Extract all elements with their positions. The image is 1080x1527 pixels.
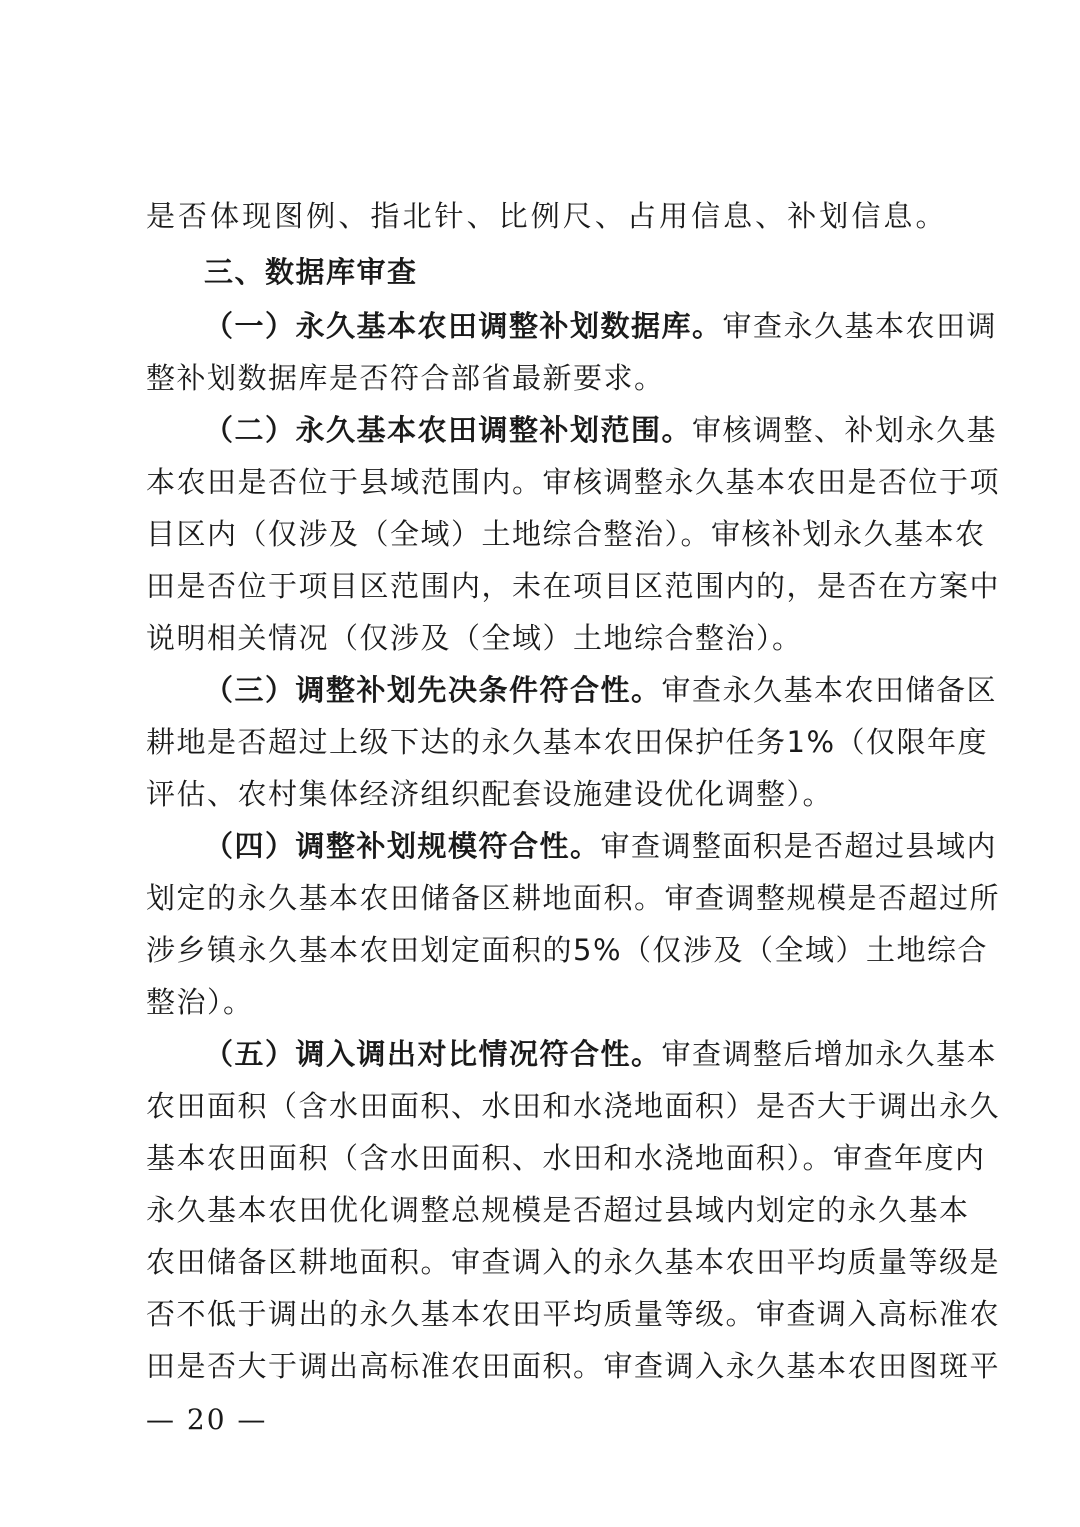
paragraph-line: 涉乡镇永久基本农田划定面积的5%（仅涉及（全域）土地综合: [146, 933, 989, 967]
paragraph-line: 田是否大于调出高标准农田面积。审查调入永久基本农田图斑平: [146, 1349, 1001, 1383]
paragraph-line: 田是否位于项目区范围内，未在项目区范围内的，是否在方案中: [146, 569, 1001, 603]
paragraph-line: 是否体现图例、指北针、比例尺、占用信息、补划信息。: [146, 199, 946, 233]
paragraph-text: 审查永久基本农田调: [722, 309, 998, 343]
subsection-title: （四）调整补划规模符合性。: [204, 829, 601, 863]
paragraph-line: 评估、农村集体经济组织配套设施建设优化调整）。: [146, 777, 834, 811]
page-number: — 20 —: [146, 1403, 268, 1436]
paragraph-line: 整补划数据库是否符合部省最新要求。: [146, 361, 665, 395]
paragraph-line: [204, 826, 998, 866]
paragraph-text: 审查调整面积是否超过县域内: [600, 829, 998, 863]
paragraph-line: 整治）。: [146, 985, 254, 1019]
paragraph-line: 目区内（仅涉及（全域）土地综合整治）。审核补划永久基本农: [146, 517, 986, 551]
paragraph-line: 说明相关情况（仅涉及（全域）土地综合整治）。: [146, 621, 803, 655]
paragraph-line: [204, 1034, 998, 1074]
paragraph-line: [204, 670, 998, 710]
paragraph-line: 农田面积（含水田面积、水田和水浇地面积）是否大于调出永久: [146, 1089, 1001, 1123]
paragraph-line: 否不低于调出的永久基本农田平均质量等级。审查调入高标准农: [146, 1297, 1001, 1331]
paragraph-text: 审查调整后增加永久基本: [661, 1037, 998, 1071]
section-heading: 三、数据库审查: [204, 255, 418, 289]
paragraph-line: 农田储备区耕地面积。审查调入的永久基本农田平均质量等级是: [146, 1245, 1001, 1279]
paragraph-line: 划定的永久基本农田储备区耕地面积。审查调整规模是否超过所: [146, 881, 1001, 915]
subsection-title: （三）调整补划先决条件符合性。: [204, 673, 662, 707]
paragraph-line: [204, 306, 998, 346]
paragraph-text: 审核调整、补划永久基: [692, 413, 998, 447]
subsection-title: （二）永久基本农田调整补划范围。: [204, 413, 693, 447]
subsection-title: （五）调入调出对比情况符合性。: [204, 1037, 662, 1071]
paragraph-text: 审查永久基本农田储备区: [661, 673, 998, 707]
paragraph-line: 基本农田面积（含水田面积、水田和水浇地面积）。审查年度内: [146, 1141, 986, 1175]
subsection-title: （一）永久基本农田调整补划数据库。: [204, 309, 723, 343]
paragraph-line: [204, 410, 998, 450]
paragraph-line: 本农田是否位于县域范围内。审核调整永久基本农田是否位于项: [146, 465, 1001, 499]
paragraph-line: 耕地是否超过上级下达的永久基本农田保护任务1%（仅限年度: [146, 725, 989, 759]
paragraph-line: 永久基本农田优化调整总规模是否超过县域内划定的永久基本: [146, 1193, 970, 1227]
